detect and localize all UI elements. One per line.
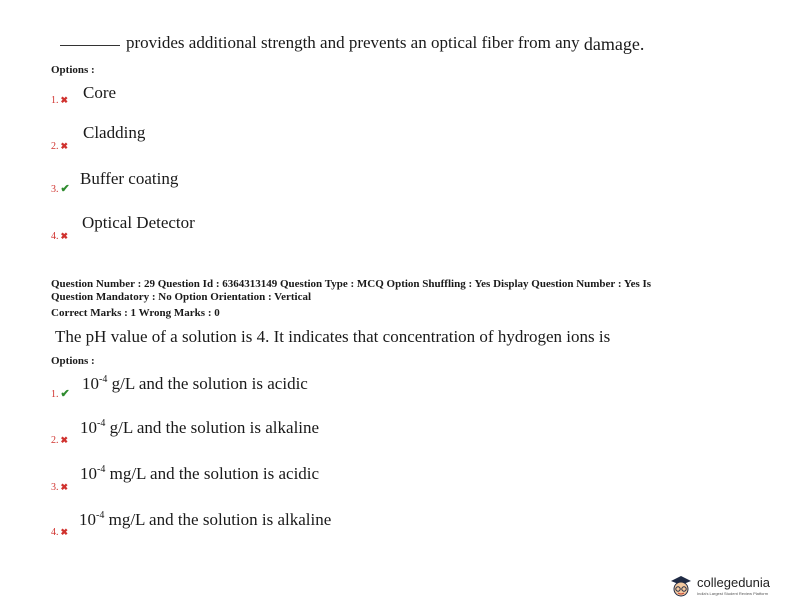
options-label: Options : <box>51 355 95 367</box>
option-text: $10^{-4}$ g/L and the solution is alkaline <box>80 418 320 437</box>
option-4: 4. ✖ <box>51 527 69 538</box>
graduate-avatar-icon <box>668 573 694 599</box>
cross-icon: ✖ <box>60 141 69 151</box>
question-29-meta: Question Number : 29 Question Id : 6364313149 Question Type : MCQ Option Shuffling : Yes Display Question Number : Yes Is Question Mandatory : No Option Orientation : Vertical <box>51 278 652 303</box>
cross-icon: ✖ <box>60 527 69 537</box>
option-3: 3. ✖ <box>51 482 69 493</box>
check-icon: ✔ <box>60 183 70 195</box>
option-text: Optical Detector <box>82 213 195 232</box>
marks-info: Correct Marks : 1 Wrong Marks : 0 <box>51 307 220 319</box>
option-1: 1. ✔ <box>51 388 70 400</box>
cross-icon: ✖ <box>60 482 69 492</box>
logo-tagline: India's Largest Student Review Platform <box>697 591 769 596</box>
option-text: $10^{-4}$ g/L and the solution is acidic <box>82 374 308 393</box>
option-text: Cladding <box>83 123 146 142</box>
options-label: Options : <box>51 64 95 76</box>
cross-icon: ✖ <box>60 95 69 105</box>
cross-icon: ✖ <box>60 231 69 241</box>
option-text: $10^{-4}$ mg/L and the solution is acidic <box>80 464 320 483</box>
cross-icon: ✖ <box>60 435 69 445</box>
question-28-text: provides additional strength and prevents an optical fiber from any damage. <box>60 32 644 53</box>
option-text: Buffer coating <box>80 169 179 188</box>
option-text: $10^{-4}$ mg/L and the solution is alkaline <box>79 510 332 529</box>
check-icon: ✔ <box>60 388 70 400</box>
option-4: 4. ✖ <box>51 231 69 242</box>
collegedunia-logo <box>668 573 770 599</box>
option-1: 1. ✖ <box>51 95 69 106</box>
option-3: 3. ✔ <box>51 183 70 195</box>
answer-blank <box>60 44 120 46</box>
logo-name: collegedunia <box>697 575 771 590</box>
option-2: 2. ✖ <box>51 141 69 152</box>
option-text: Core <box>83 83 117 102</box>
question-29-text: The pH value of a solution is 4. It indicates that concentration of hydrogen ions is <box>55 327 611 346</box>
option-2: 2. ✖ <box>51 435 69 446</box>
